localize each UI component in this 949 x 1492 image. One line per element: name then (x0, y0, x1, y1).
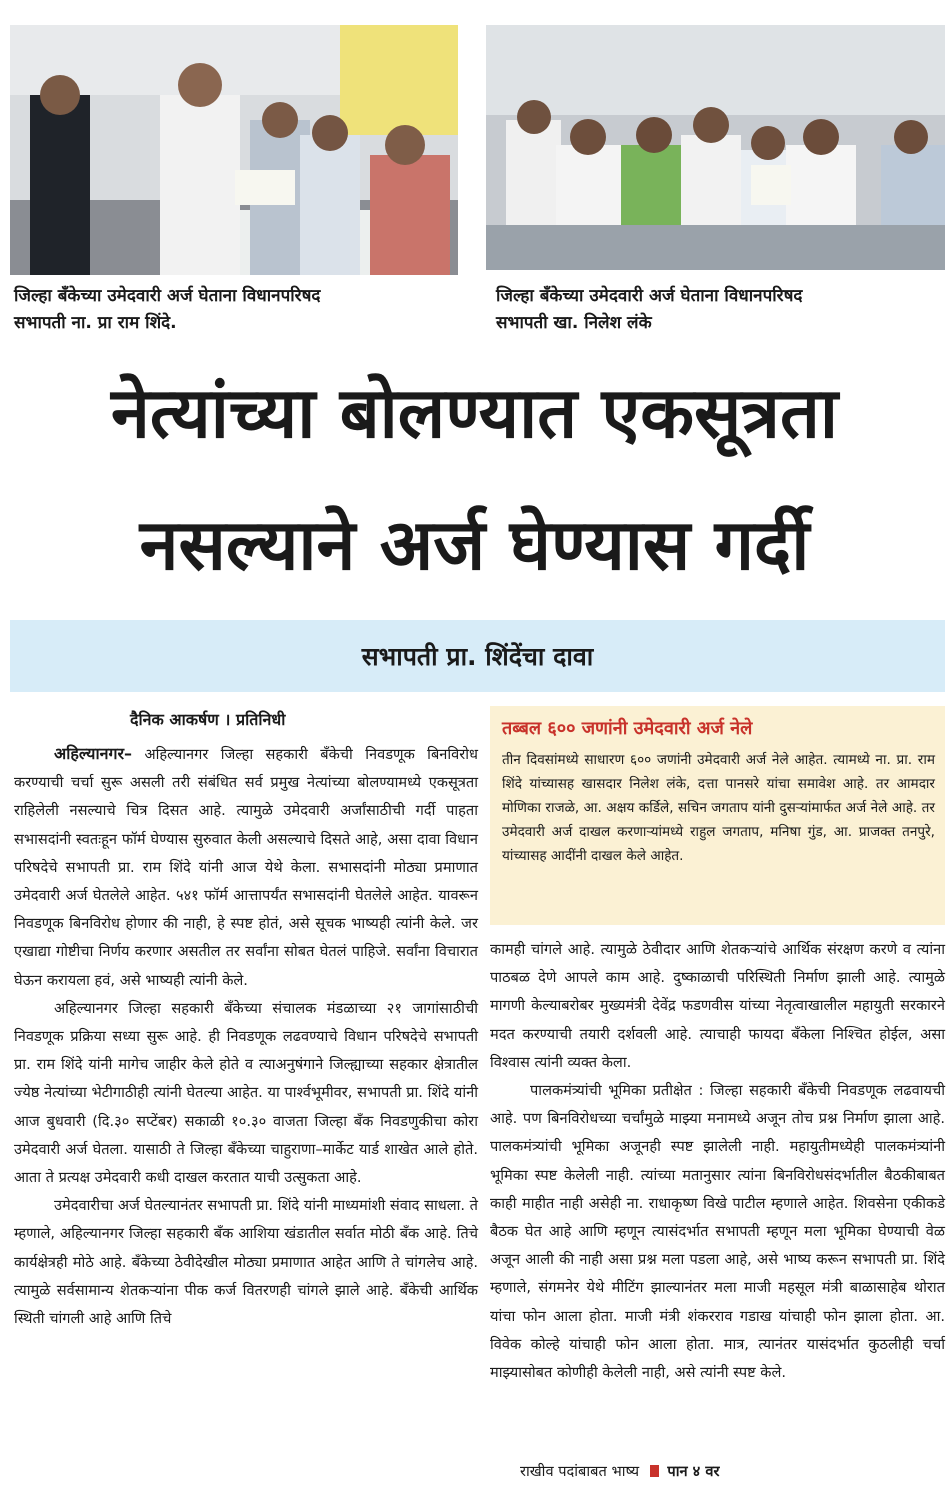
box-text: तीन दिवसांमध्ये साधारण ६०० जणांनी उमेदवारी अर्ज नेले आहेत. त्यामध्ये ना. प्रा. राम शिंदे यांच्यासह खासदार निलेश लंके, दत्ता पानसरे यांचा समावेश आहे. तर आमदार मोणिका राजळे, आ. अक्षय कर्डिले, सचिन जगताप यांनी दुसऱ्यांमार्फत अर्ज नेले आहे. तर उमेदवारी अर्ज दाखल करणाऱ्यांमध्ये राहुल जगताप, मनिषा गुंड, आ. प्राजक्त तनपुरे, यांच्यासह आदींनी दाखल केले आहेत. (502, 752, 935, 864)
article-left-column (14, 740, 478, 1333)
continuation-page-ref[interactable]: पान ४ वर (667, 1463, 720, 1480)
article-paragraph-2: अहिल्यानगर जिल्हा सहकारी बँकेच्या संचालक मंडळाच्या २१ जागांसाठीची निवडणूक प्रक्रिया सध्या सुरू आहे. ही निवडणूक लढवण्याचे विधान परिषदेचे सभापती प्रा. राम शिंदे यांनी मागेच जाहीर केले होते व त्याअनुषंगाने जिल्ह्याच्या सहकार क्षेत्रातील ज्येष्ठ नेत्यांच्या भेटीगाठीही त्यांनी घेतल्या आहेत. या पार्श्वभूमीवर, सभापती प्रा. शिंदे यांनी आज बुधवारी (दि.३० सप्टेंबर) सकाळी १०.३० वाजता जिल्हा बँक निवडणुकीचा कोरा उमेदवारी अर्ज घेतला. यासाठी ते जिल्हा बँकेच्या चाहुराणा–मार्केट यार्ड शाखेत आले होते. आता ते प्रत्यक्ष उमेदवारी कधी दाखल करतात याची उत्सुकता आहे. (14, 999, 478, 1187)
caption-right-line-1: जिल्हा बँकेच्या उमेदवारी अर्ज घेताना विधानपरिषद (496, 286, 803, 306)
dateline-place: अहिल्यानगर– (54, 744, 133, 763)
photo-right-caption (496, 283, 802, 337)
caption-right-line-2: सभापती खा. निलेश लंके (496, 313, 652, 333)
article-right-column (490, 936, 945, 1387)
paragraph-1-text: अहिल्यानगर जिल्हा सहकारी बँकेची निवडणूक बिनविरोध करण्याची चर्चा सुरू असली तरी संबंधित सर्व प्रमुख नेत्यांच्या बोलण्यामध्ये एकसूत्रता राहिलेली नसल्याचे चित्र दिसत आहे. त्यामुळे उमेदवारी अर्जांसाठीची गर्दी पाहता सभासदांनी स्वतःहून फॉर्म घेण्यास सुरुवात केली असल्याचे दिसते आहे, असा दावा विधान परिषदेचे सभापती प्रा. राम शिंदे यांनी आज येथे केला. सभासदांनी मोठ्या प्रमाणात उमेदवारी अर्ज घेतलेले आहेत. ५४१ फॉर्म आत्तापर्यंत सभासदांनी घेतलेले आहेत. यावरून निवडणूक बिनविरोध होणार की नाही, हे स्पष्ट होतं, असे सूचक भाष्यही त्यांनी केले. जर एखाद्या गोष्टीचा निर्णय करणार असतील तर सर्वांना सोबत घेतलं पाहिजे. सर्वांना विचारात घेऊन करायला हवं, असे भाष्यही त्यांनी केले. (14, 746, 478, 989)
headline-line-2: नसल्याने अर्ज घेण्यास गर्दी (139, 504, 810, 586)
byline: दैनिक आकर्षण । प्रतिनिधी (130, 710, 286, 729)
article-paragraph-5: पालकमंत्र्यांची भूमिका प्रतीक्षेत : जिल्हा सहकारी बँकेची निवडणूक लढवायची आहे. पण बिनविरोधच्या चर्चांमुळे माझ्या मनामध्ये अजून तोच प्रश्न निर्माण झाला आहे. पालकमंत्र्यांची भूमिका अजूनही स्पष्ट झालेली नाही. महायुतीमध्येही पालकमंत्र्यांनी भूमिका स्पष्ट केलेली नाही. त्यांच्या मतानुसार त्यांना बिनविरोधसंदर्भातील बैठकीबाबत काही माहीत नाही असेही ना. राधाकृष्ण विखे पाटील म्हणाले आहेत. शिवसेना एकीकडे बैठक घेत आहे आणि म्हणून त्यासंदर्भात सभापती म्हणून मला भूमिका घेण्याची वेळ अजून आली की नाही असा प्रश्न मला पडला आहे, असे भाष्य करून सभापती प्रा. शिंदे म्हणाले, संगमनेर येथे मीटिंग झाल्यानंतर मला माजी महसूल मंत्री बाळासाहेब थोरात यांचा फोन आला होता. माजी मंत्री शंकरराव गडाख यांचाही फोन झाला होता. आ. विवेक कोल्हे यांचाही फोन आला होता. मात्र, त्यानंतर यासंदर्भात कुठलीही चर्चा माझ्यासोबत कोणीही केलेली नाही, असे त्यांनी स्पष्ट केले. (490, 1082, 945, 1382)
continuation-label: राखीव पदांबाबत भाष्य (520, 1463, 640, 1480)
photo-left-caption (14, 283, 320, 337)
caption-left-line-1: जिल्हा बँकेच्या उमेदवारी अर्ज घेताना विधानपरिषद (14, 286, 321, 306)
article-paragraph-3: उमेदवारीचा अर्ज घेतल्यानंतर सभापती प्रा. शिंदे यांनी माध्यमांशी संवाद साधला. ते म्हणाले, अहिल्यानगर जिल्हा सहकारी बँक आशिया खंडातील सर्वात मोठी बँक आहे. तिचे कार्यक्षेत्रही मोठे आहे. बँकेच्या ठेवीदेखील मोठ्या प्रमाणात आहेत आणि ते चांगलेच आहे. त्यामुळे सर्वसामान्य शेतकऱ्यांना पीक कर्ज वितरणही चांगले झाले आहे. बँकेची आर्थिक स्थिती चांगली आहे आणि तिचे (14, 1197, 478, 1328)
subheadline: सभापती प्रा. शिंदेंचा दावा (361, 642, 594, 671)
continuation-marker-icon (650, 1465, 659, 1477)
box-title: तब्बल ६०० जणांनी उमेदवारी अर्ज नेले (502, 718, 753, 739)
photo-left (10, 25, 458, 275)
continuation-line (520, 1460, 719, 1484)
article-paragraph-1 (14, 740, 478, 995)
article-paragraph-4: कामही चांगले आहे. त्यामुळे ठेवीदार आणि शेतकऱ्यांचे आर्थिक संरक्षण करणे व त्यांना पाठबळ देणे आपले काम आहे. दुष्काळाची परिस्थिती निर्माण झाली आहे. त्यामुळे मागणी केल्याबरोबर मुख्यमंत्री देवेंद्र फडणवीस यांच्या नेतृत्वाखालील महायुती सरकारने मदत करण्याची तयारी दर्शवली आहे. त्याचाही फायदा बँकेला निश्चित होईल, असा विश्वास त्यांनी व्यक्त केला. (490, 941, 945, 1071)
sidebar-box (490, 706, 945, 925)
headline-line-1: नेत्यांच्या बोलण्यात एकसूत्रता (111, 372, 838, 454)
caption-left-line-2: सभापती ना. प्रा राम शिंदे. (14, 313, 177, 333)
photo-right (486, 25, 945, 270)
subheadline-band (10, 620, 945, 692)
